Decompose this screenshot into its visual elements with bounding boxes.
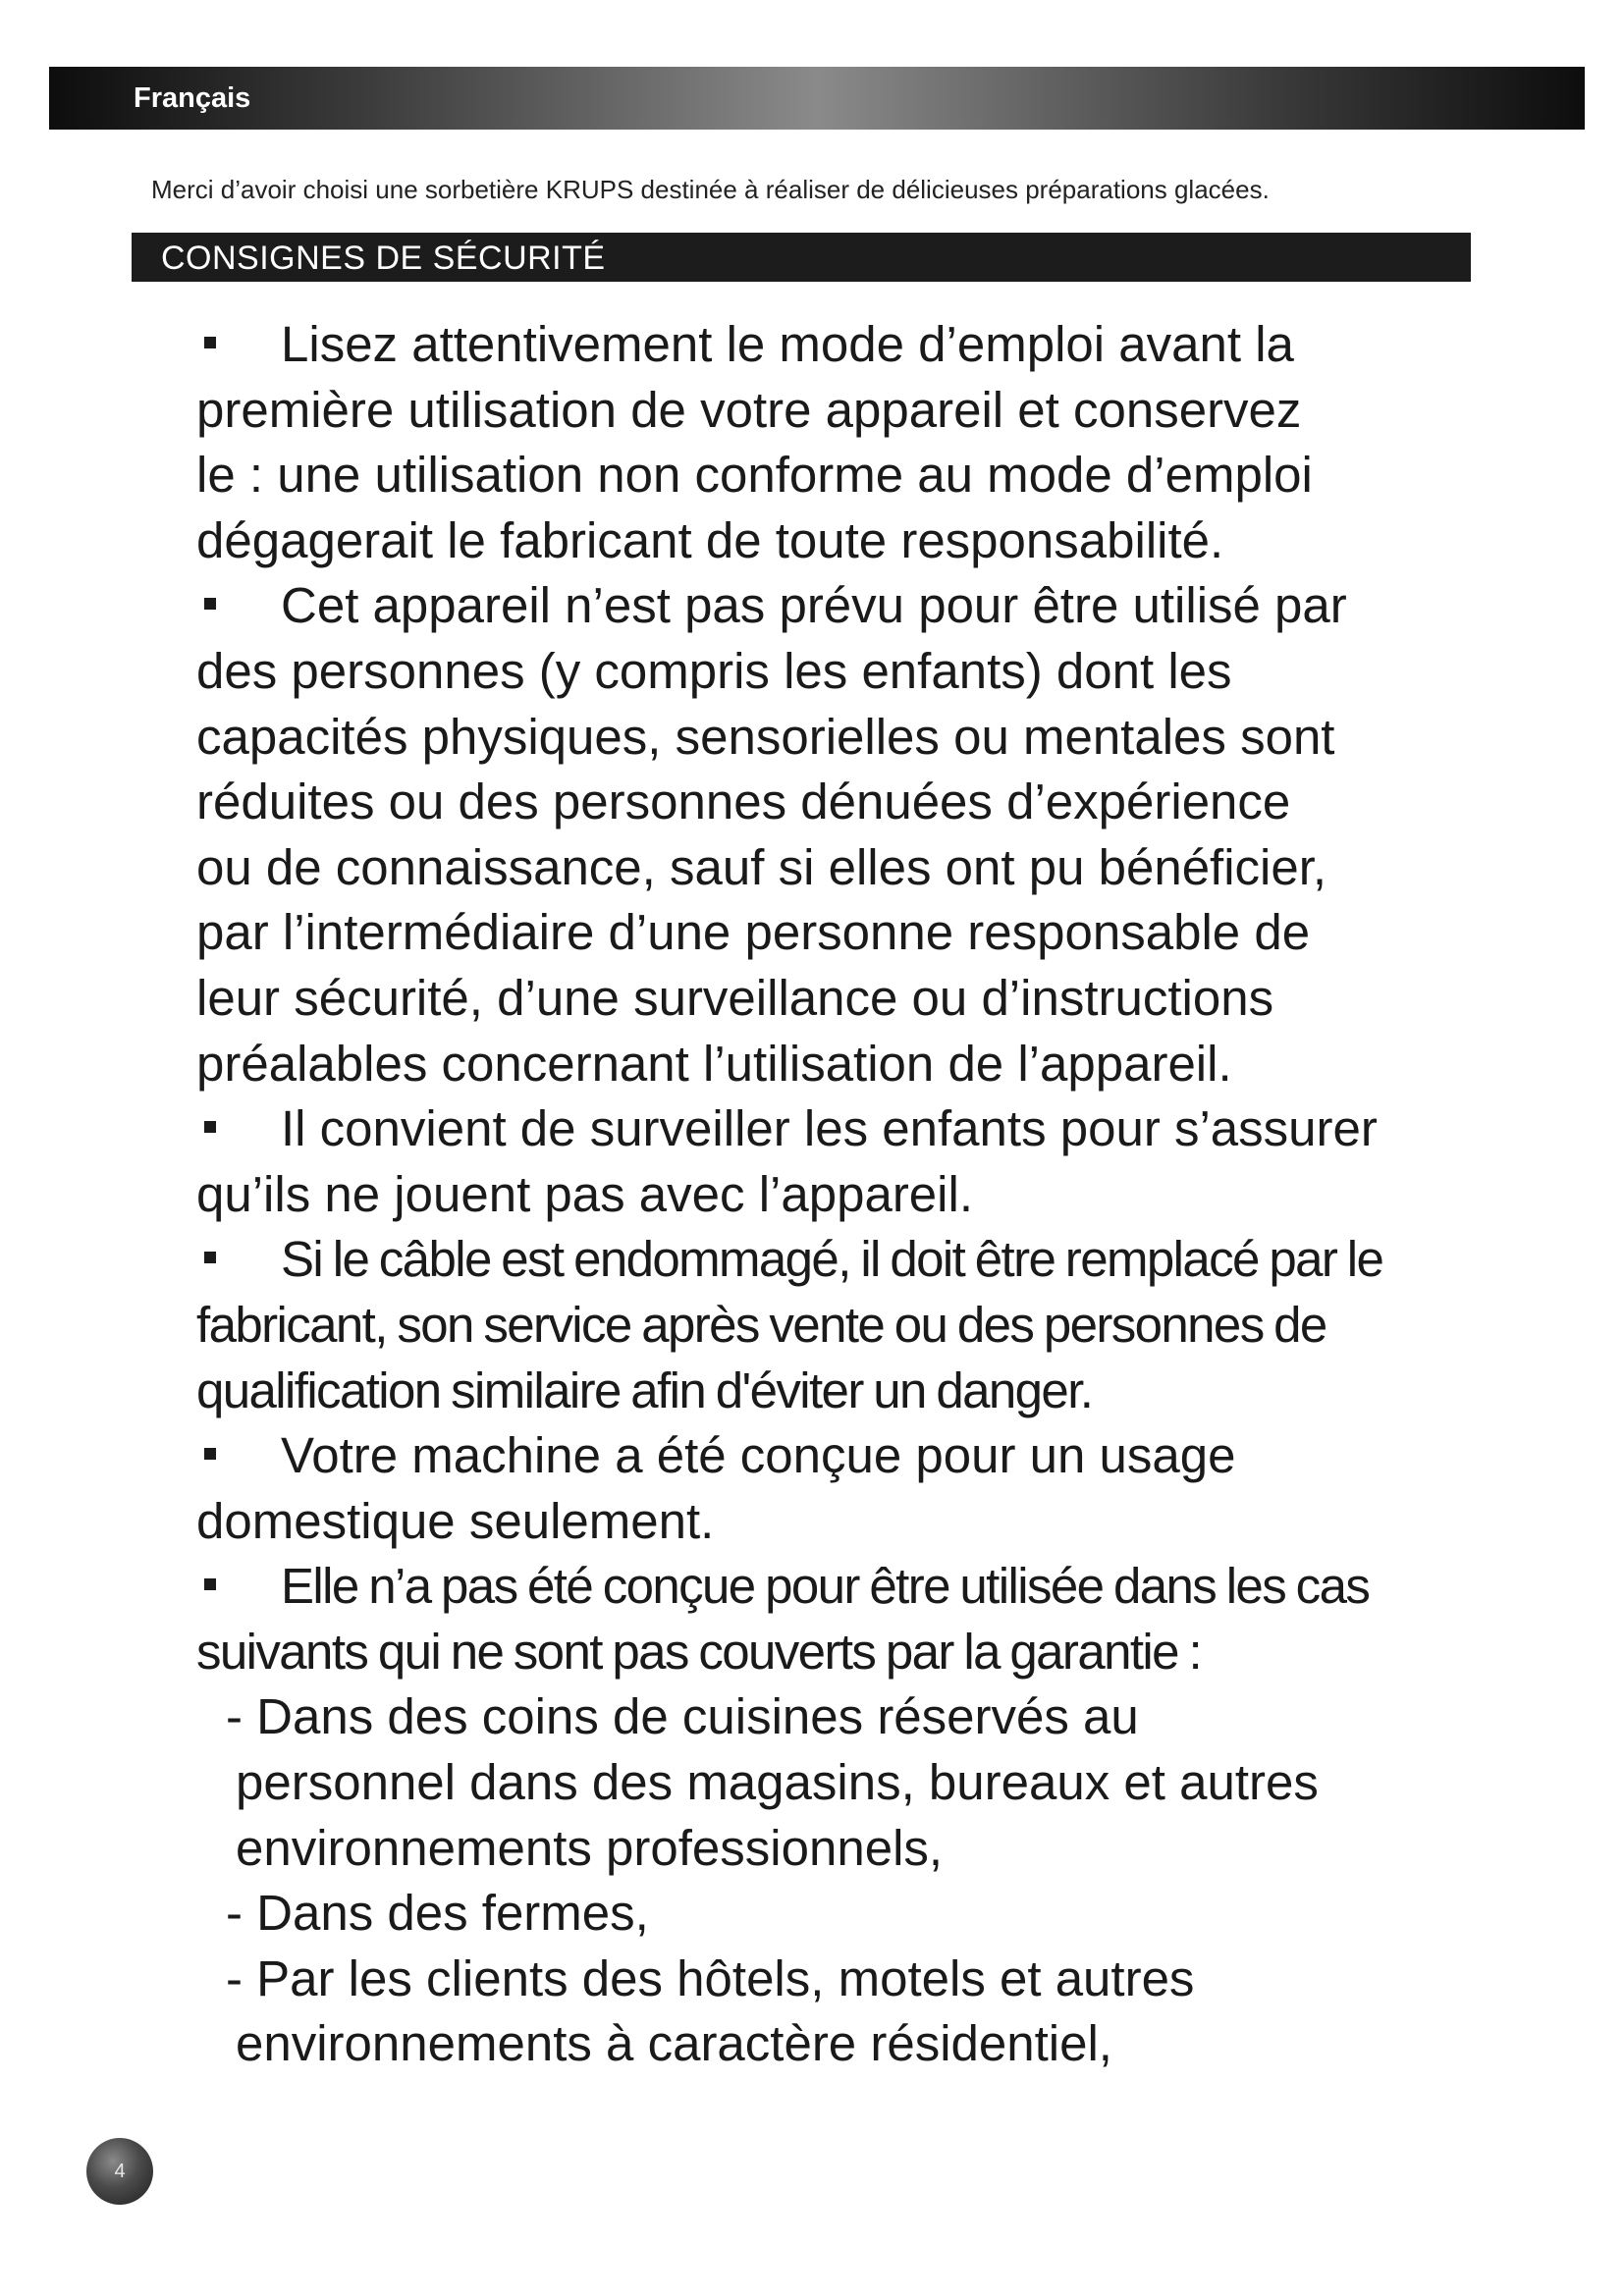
sub-item-line: personnel dans des magasins, bureaux et autres (236, 1754, 1319, 1811)
safety-instructions (196, 312, 1571, 2077)
intro-text: Merci d’avoir choisi une sorbetière KRUPS destinée à réaliser de délicieuses préparations glacées. (151, 175, 1270, 204)
language-header-bar (49, 67, 1585, 130)
sub-item-line: - Par les clients des hôtels, motels et autres (226, 1949, 1195, 2006)
bullet-line: suivants qui ne sont pas couverts par la garantie : (196, 1623, 1202, 1680)
bullet-line: qu’ils ne jouent pas avec l’appareil. (196, 1165, 973, 1222)
sub-list-item (196, 1881, 1571, 1947)
bullet-item (196, 1554, 1571, 1684)
bullet-line: fabricant, son service après vente ou des personnes de (196, 1296, 1326, 1353)
bullet-line: Il convient de surveiller les enfants pour s’assurer (281, 1100, 1378, 1157)
bullet-line: qualification similaire afin d'éviter un danger. (196, 1362, 1093, 1418)
bullet-line: Votre machine a été conçue pour un usage (281, 1427, 1236, 1484)
bullet-line: domestique seulement. (196, 1492, 715, 1549)
square-bullet-icon (204, 1252, 216, 1263)
bullet-line: préalables concernant l’utilisation de l’appareil. (196, 1035, 1232, 1092)
bullet-line: leur sécurité, d’une surveillance ou d’instructions (196, 969, 1274, 1026)
bullet-item (196, 1423, 1571, 1554)
sub-list-item (196, 1684, 1571, 1881)
bullet-line: dégagerait le fabricant de toute responsabilité. (196, 511, 1224, 568)
bullet-line: le : une utilisation non conforme au mode d’emploi (196, 447, 1313, 504)
bullet-line: par l’intermédiaire d’une personne responsable de (196, 904, 1311, 961)
bullet-item (196, 1227, 1571, 1423)
page-number-badge: 4 (86, 2138, 153, 2205)
bullet-line: capacités physiques, sensorielles ou mentales sont (196, 708, 1335, 765)
section-title: CONSIGNES DE SÉCURITÉ (161, 240, 606, 277)
square-bullet-icon (204, 337, 216, 348)
language-label: Français (134, 82, 251, 114)
bullet-line: Lisez attentivement le mode d’emploi avant la (281, 316, 1294, 372)
bullet-line: des personnes (y compris les enfants) dont les (196, 642, 1232, 699)
sub-item-line: - Dans des fermes, (226, 1885, 649, 1942)
square-bullet-icon (204, 1578, 216, 1590)
square-bullet-icon (204, 1448, 216, 1460)
bullet-line: Cet appareil n’est pas prévu pour être utilisé par (281, 577, 1347, 634)
bullet-line: ou de connaissance, sauf si elles ont pu bénéficier, (196, 838, 1327, 895)
square-bullet-icon (204, 1121, 216, 1133)
bullet-item (196, 573, 1571, 1096)
section-header-bar (132, 233, 1471, 282)
bullet-line: première utilisation de votre appareil et conservez (196, 381, 1302, 438)
sub-item-line: environnements professionnels, (236, 1819, 944, 1876)
sub-item-line: environnements à caractère résidentiel, (236, 2015, 1112, 2072)
sub-item-line: - Dans des coins de cuisines réservés au (226, 1688, 1139, 1745)
bullet-line: réduites ou des personnes dénuées d’expérience (196, 774, 1291, 830)
bullet-line: Elle n’a pas été conçue pour être utilisée dans les cas (281, 1558, 1370, 1615)
sub-list-item (196, 1947, 1571, 2077)
bullet-item (196, 312, 1571, 573)
square-bullet-icon (204, 598, 216, 610)
bullet-item (196, 1096, 1571, 1227)
bullet-line: Si le câble est endommagé, il doit être remplacé par le (281, 1231, 1383, 1288)
